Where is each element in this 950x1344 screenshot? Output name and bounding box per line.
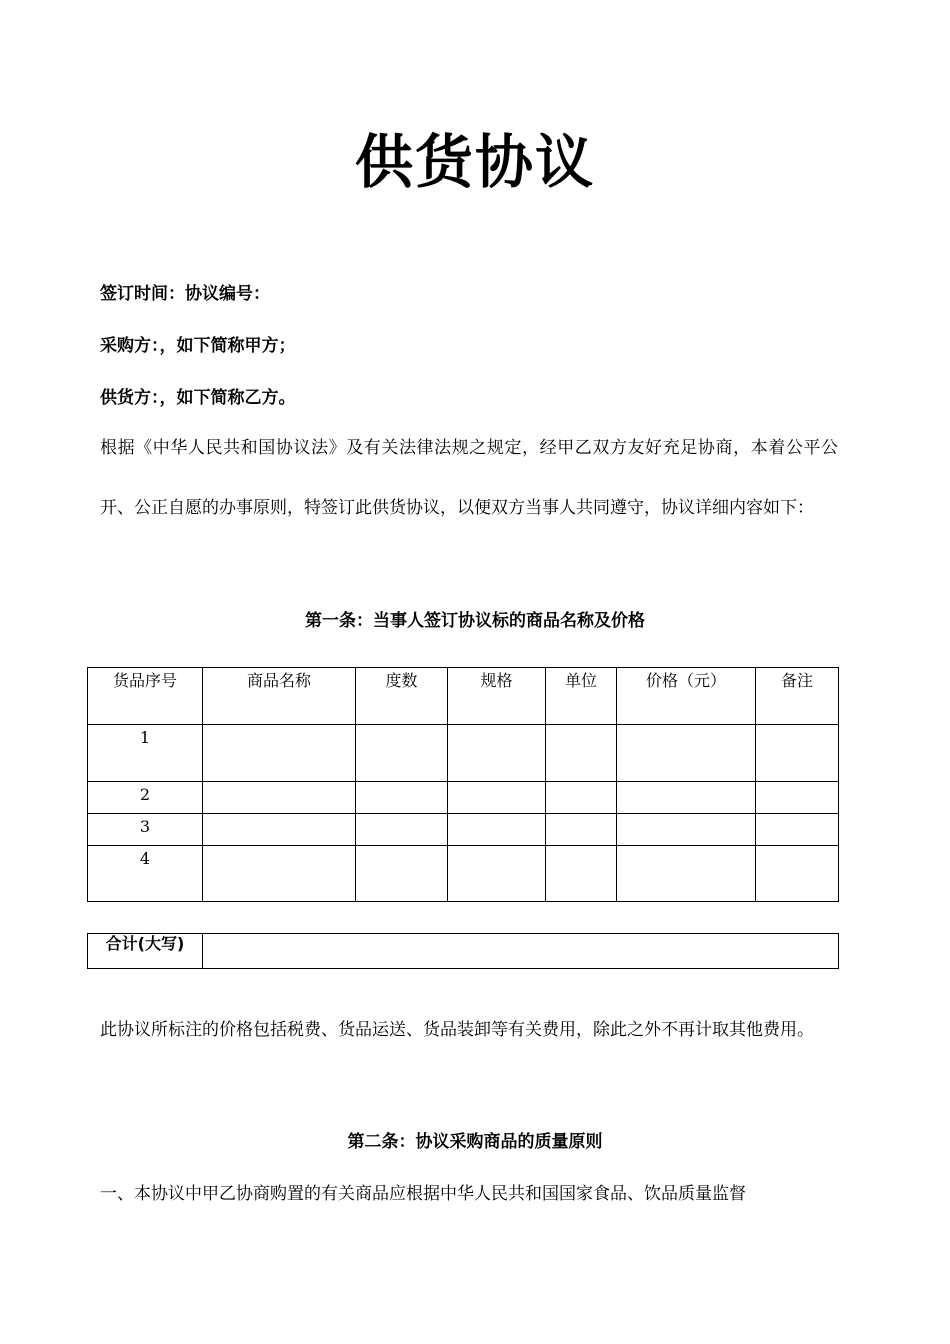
article2-paragraph-1: 一、本协议中甲乙协商购置的有关商品应根据中华人民共和国国家食品、饮品质量监督	[100, 1184, 746, 1204]
header-cell: 货品序号	[88, 668, 203, 725]
header-cell: 规格	[448, 668, 546, 725]
table-cell	[448, 725, 546, 782]
table-cell	[546, 725, 617, 782]
table-cell	[356, 725, 448, 782]
table-cell: 2	[88, 782, 203, 814]
table-cell	[617, 846, 756, 902]
page-title: 供货协议	[354, 128, 595, 196]
table-cell	[546, 846, 617, 902]
total-table	[87, 933, 839, 969]
buyer-line: 采购方：，如下简称甲方；	[100, 336, 296, 356]
table-cell	[448, 846, 546, 902]
total-label: 合计(大写)	[88, 934, 203, 969]
header-cell: 备注	[756, 668, 839, 725]
table-row	[88, 846, 839, 902]
sign-time-line: 签订时间：协议编号：	[100, 284, 270, 304]
table-cell	[448, 782, 546, 814]
table-cell	[756, 814, 839, 846]
table-cell	[448, 814, 546, 846]
header-cell: 商品名称	[203, 668, 356, 725]
table-cell: 1	[88, 725, 203, 782]
table-cell	[756, 725, 839, 782]
table-cell	[203, 846, 356, 902]
table-cell: 4	[88, 846, 203, 902]
table-cell	[356, 782, 448, 814]
supplier-line: 供货方：，如下简称乙方。	[100, 388, 296, 408]
table-cell	[356, 846, 448, 902]
table-cell	[203, 814, 356, 846]
table-row	[88, 725, 839, 782]
table-cell	[617, 782, 756, 814]
header-cell: 单位	[546, 668, 617, 725]
table-header-row	[88, 668, 839, 725]
table-cell: 3	[88, 814, 203, 846]
table-cell	[756, 782, 839, 814]
table-cell	[546, 814, 617, 846]
article1-heading: 第一条：当事人签订协议标的商品名称及价格	[305, 611, 645, 631]
table-cell	[617, 725, 756, 782]
table-cell	[546, 782, 617, 814]
table-row	[88, 814, 839, 846]
article2-heading: 第二条：协议采购商品的质量原则	[347, 1132, 603, 1152]
table-cell	[356, 814, 448, 846]
table-cell	[756, 846, 839, 902]
table-cell	[617, 814, 756, 846]
intro-paragraph: 根据《中华人民共和国协议法》及有关法律法规之规定，经甲乙双方友好充足协商，本着公平公开、公正自愿的办事原则，特签订此供货协议，以便双方当事人共同遵守，协议详细内容如下：	[100, 438, 838, 518]
header-cell: 价格（元）	[617, 668, 756, 725]
table-row	[88, 782, 839, 814]
price-note-paragraph: 此协议所标注的价格包括税费、货品运送、货品装卸等有关费用，除此之外不再计取其他费用。	[100, 1020, 814, 1040]
table-cell	[203, 782, 356, 814]
header-cell: 度数	[356, 668, 448, 725]
total-value-field	[203, 934, 839, 969]
table-cell	[203, 725, 356, 782]
goods-table	[87, 667, 839, 902]
